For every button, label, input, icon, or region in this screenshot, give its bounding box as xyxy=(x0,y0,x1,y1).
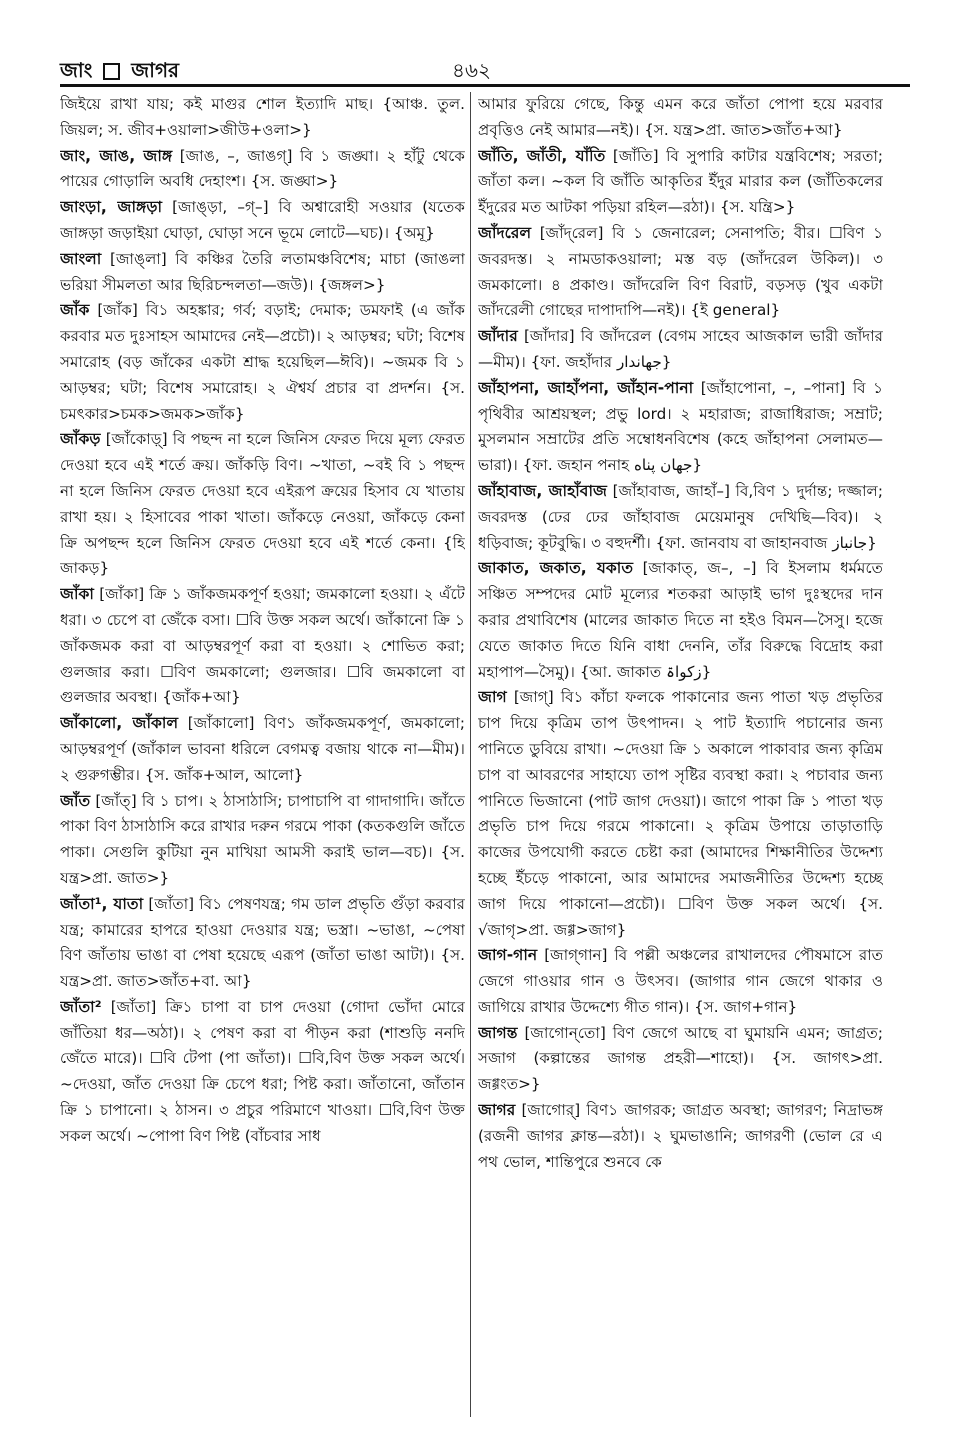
entry-definition: [জাগোন্‌তো] বিণ জেগে আছে বা ঘুমায়নি এমন; জাগ্রত; সজাগ (কল্পান্তের জাগন্ত প্রহরী—শাহো)। {স. জাগৎ>প্রা. জগ্গংত>} xyxy=(478,1023,883,1094)
headword: জাঁহাবাজ, জাহাঁবাজ xyxy=(478,481,607,500)
headword: জাঁতি, জাঁতী, যাঁতি xyxy=(478,146,606,165)
headword: জাং, জাঙ, জাঙ্গ xyxy=(60,146,173,165)
header-rule xyxy=(60,84,910,87)
entry-definition: আমার ফুরিয়ে গেছে, কিন্তু এমন করে জাঁতা পোপা হয়ে মরবার প্রবৃত্তিও নেই আমার—নই)। {স. যন্ত্র>প্রা. জাত>জাঁত+আ} xyxy=(478,95,883,139)
dictionary-entry xyxy=(478,144,883,221)
dictionary-entry xyxy=(60,247,465,299)
entry-definition: [জাঁতি] বি সুপারি কাটার যন্ত্রবিশেষ; সরতা; জাঁতা কল। ~কল বি জাঁতি আকৃতির ইঁদুর মারার কল (জাঁতিকলের ইঁদুরের মত আটকা পড়িয়া রহিল—রঠা)। {স. যন্ত্রি>} xyxy=(478,146,883,217)
headword: জাংলা xyxy=(60,249,102,268)
dictionary-entry xyxy=(478,376,883,479)
right-column xyxy=(478,92,883,1417)
entry-definition: [জাঙ্‌লা] বি কঞ্চির তৈরি লতামঞ্চবিশেষ; মাচা (জাঙলা ভরিয়া সীমলতা আর ছিরিচন্দলতা—জউ)। {জঙ্গল>} xyxy=(60,249,465,294)
headword: জাঁতা² xyxy=(60,997,102,1016)
dictionary-entry xyxy=(478,685,883,943)
headword: জাঁকালো, জাঁকাল xyxy=(60,714,179,733)
entry-definition: [জাগ্‌গান] বি পল্লী অঞ্চলের রাখালদের পৌষমাসে রাত জেগে গাওয়ার গান ও উৎসব। (জাগার গান জেগে থাকার ও জাগিয়ে রাখার উদ্দেশ্যে গীত গান)। {স. জাগ+গান} xyxy=(478,946,883,1016)
entry-definition: [জাঁতা] বি১ পেষণযন্ত্র; গম ডাল প্রভৃতি গুঁড়া করবার যন্ত্র; কামারের হাপরে হাওয়া দেওয়ার যন্ত্র; ভস্ত্রা। ~ভাঙা, ~পেষা বিণ জাঁতায় ভাঙা বা পেষা হয়েছে এরূপ (জাঁতা ভাঙা আটা)। {স. যন্ত্র>প্রা. জাত>জাঁত+বা. আ} xyxy=(60,894,465,991)
dictionary-entry xyxy=(478,479,883,556)
headword: জাঁতা¹, যাতা xyxy=(60,894,144,913)
dictionary-entry xyxy=(60,711,465,788)
entry-definition: [জাঙ্‌ড়া, –গ্–] বি অশ্বারোহী সওয়ার (যতেক জাঙ্গড়া জড়াইয়া ঘোড়া, ঘোড়া সনে ভূমে লোটে—ঘচ)। {অমূ} xyxy=(60,198,465,242)
dictionary-entry xyxy=(60,144,465,196)
dictionary-entry xyxy=(60,789,465,892)
entry-definition: [জাগোর্] বিণ১ জাগরক; জাগ্রত অবস্থা; জাগরণ; নিদ্রাভঙ্গ (রজনী জাগর ক্লান্ত—রঠা)। ২ ঘুমভাঙানি; জাগরণী (ভোল রে এ পথ ভোল, শান্তিপুরে শুনবে কে xyxy=(478,1101,883,1171)
entry-definition: [জাঁকা] ক্রি ১ জাঁকজমকপূর্ণ হওয়া; জমকালো হওয়া। ২ এঁটে ধরা। ৩ চেপে বা জেঁকে বসা। ☐বি উক্ত সকল অর্থে। জাঁকানো ক্রি ১ জাঁকজমক করা বা আড়ম্বরপূর্ণ করা বা হওয়া। ২ শোভিত করা; গুলজার করা। ☐বিণ জমকালো; গুলজার। ☐বি জমকালো বা গুলজার অবস্থা। {জাঁক+আ} xyxy=(60,585,465,707)
separator-box-icon xyxy=(103,63,120,80)
guide-word-last: জাগর xyxy=(131,58,180,82)
dictionary-entry xyxy=(478,556,883,685)
entry-definition: [জাঁত্] বি ১ চাপ। ২ ঠাসাঠাসি; চাপাচাপি বা গাদাগাদি। জাঁতে পাকা বিণ ঠাসাঠাসি করে রাখার দরুন গরমে পাকা (কতকগুলি জাঁতে পাকা। সেগুলি কুটিয়া নুন মাখিয়া আমসী করাই ভাল—বচ)। {স. যন্ত্র>প্রা. জাত>} xyxy=(60,791,465,887)
dictionary-entry xyxy=(478,1098,883,1175)
dictionary-entry xyxy=(478,324,883,376)
left-column xyxy=(60,92,465,1417)
headword: জাঁকা xyxy=(60,585,94,604)
entry-definition: [জাঁকোড়্] বি পছন্দ না হলে জিনিস ফেরত দিয়ে মূল্য ফেরত দেওয়া হবে এই শর্তে ক্রয়। জাঁকড়ি বিণ। ~খাতা, ~বই বি ১ পছন্দ না হলে জিনিস ফেরত দেওয়া হবে এইরূপ ক্রয়ের হিসাব যে খাতায় রাখা হয়। ২ হিসাবের পাকা খাতা। জাঁকড়ে নেওয়া, জাঁকড়ে কেনা ক্রি অপছন্দ হলে জিনিস ফেরত দেওয়া হবে এই শর্তে কেনা। {হি জাকড়} xyxy=(60,430,465,578)
headword: জাংড়া, জাঙ্গড়া xyxy=(60,198,162,217)
dictionary-entry xyxy=(478,92,883,144)
dictionary-entry xyxy=(60,92,465,144)
page-number: ৪৬২ xyxy=(452,58,491,82)
headword: জাকাত, জকাত, যকাত xyxy=(478,559,634,578)
column-divider xyxy=(470,92,471,1417)
headword: জাঁদরেল xyxy=(478,223,532,242)
dictionary-entry xyxy=(60,892,465,995)
dictionary-entry xyxy=(478,1021,883,1098)
headword: জাঁদার xyxy=(478,327,518,346)
entry-definition: [জাঁহাপোনা, –, –পানা] বি ১ পৃথিবীর আশ্রয়স্থল; প্রভু lord। ২ মহারাজ; রাজাধিরাজ; সম্রাট; মুসলমান সম্রাটের প্রতি সম্বোধনবিশেষ (কহে জাঁহাপনা সেলামত—ভারা)। {ফা. জহান পনাহ جهان پناه} xyxy=(478,378,883,475)
entry-definition: [জাঁতা] ক্রি১ চাপা বা চাপ দেওয়া (গোদা ভোঁদা মোরে জাঁতিয়া ধর—অঠা)। ২ পেষণ করা বা পীড়ন করা (শাশুড়ি ননদি জেঁতে মারে)। ☐বি টেপা (পা জাঁতা)। ☐বি,বিণ উক্ত সকল অর্থে। ~দেওয়া, জাঁত দেওয়া ক্রি চেপে ধরা; পিষ্ট করা। জাঁতানো, জাঁতান ক্রি ১ চাপানো। ২ ঠাসন। ৩ প্রচুর পরিমাণে খাওয়া। ☐বি,বিণ উক্ত সকল অর্থে। ~পোপা বিণ পিষ্ট (বাঁচবার সাধ xyxy=(60,997,465,1145)
headword: জাঁক xyxy=(60,301,90,320)
dictionary-entry xyxy=(60,995,465,1150)
entry-definition: [জাঙ, –, জাঙগ্] বি ১ জঙ্ঘা। ২ হাঁটু থেকে পায়ের গোড়ালি অবধি দেহাংশ। {স. জঙ্ঘা>} xyxy=(60,146,465,191)
page-header xyxy=(60,50,910,84)
guide-word-first: জাং xyxy=(60,58,93,82)
entry-definition: [জাঁদার] বি জাঁদরেল (বেগম সাহেব আজকাল ভারী জাঁদার—মীম)। {ফা. জহাঁদার جهاندار} xyxy=(478,327,883,371)
headword: জাঁহাপনা, জাহাঁপনা, জাঁহান-পানা xyxy=(478,378,694,397)
entry-definition: [জাঁদ্‌রেল] বি ১ জেনারেল; সেনাপতি; বীর। ☐বিণ ১ জবরদস্ত। ২ নামডাকওয়ালা; মস্ত বড় (জাঁদরেল উকিল)। ৩ জমকালো। ৪ প্রকাণ্ড। জাঁদরেলি বিণ বিরাট, বড়সড় (খুব একটা জাঁদরেলী গোছের দাপাদাপি—নই)। {ই general} xyxy=(478,223,883,320)
headword: জাগ xyxy=(478,688,507,707)
headword: জাগন্ত xyxy=(478,1023,518,1042)
entry-definition: [জাঁহাবাজ, জাহাঁ–] বি,বিণ ১ দুর্দান্ত; দজ্জাল; জবরদস্ত (ঢের ঢের জাঁহাবাজ মেয়েমানুষ দেখিছি—বিব)। ২ ধড়িবাজ; কূটবুদ্ধি। ৩ বহুদর্শী। {ফা. জানবায বা জাহানবাজ جانباز} xyxy=(478,481,883,552)
entry-definition: জিইয়ে রাখা যায়; কই মাগুর শোল ইত্যাদি মাছ। {আঞ্চ. তুল. জিয়ল; স. জীব+ওয়ালা>জীউ+ওলা>} xyxy=(60,95,465,139)
entry-definition: [জাকাত্, জ–, –] বি ইসলাম ধর্মমতে সঞ্চিত সম্পদের মোট মূল্যের শতকরা আড়াই ভাগ দুঃস্থদের দান করার প্রথাবিশেষ (মালের জাকাত দিতে না হইও বিমন—সৈসু। হজে যেতে জাকাত দিতে যিনি বাধা দেননি, তাঁর বিরুদ্ধে বিদ্রোহ করা মহাপাপ—সৈমু)। {আ. জাকাত زکواۃ} xyxy=(478,559,883,681)
dictionary-entry xyxy=(60,298,465,427)
entry-definition: [জাঁক] বি১ অহঙ্কার; গর্ব; বড়াই; দেমাক; ডমফাই (এ জাঁক করবার মত দুঃসাহস আমাদের নেই—প্রচৌ)। ২ আড়ম্বর; ঘটা; বিশেষ সমারোহ (বড় জাঁকের একটা শ্রাদ্ধ হয়েছিল—ঈবি)। ~জমক বি ১ আড়ম্বর; ঘটা; বিশেষ সমারোহ। ২ ঐশ্বর্য প্রচার বা প্রদর্শন। {স. চমৎকার>চমক>জমক>জাঁক} xyxy=(60,301,465,423)
dictionary-entry xyxy=(60,427,465,582)
headword: জাগর xyxy=(478,1101,516,1120)
headword: জাঁত xyxy=(60,791,91,810)
headword: জাঁকড় xyxy=(60,430,101,449)
dictionary-entry xyxy=(478,943,883,1020)
entry-definition: [জাগ্] বি১ কাঁচা ফলকে পাকানোর জন্য পাতা খড় প্রভৃতির চাপ দিয়ে কৃত্রিম তাপ উৎপাদন। ২ পাট ইত্যাদি পচানোর জন্য পানিতে ডুবিয়ে রাখা। ~দেওয়া ক্রি ১ অকালে পাকাবার জন্য কৃত্রিম চাপ বা আবরণের সাহায্যে তাপ সৃষ্টির ব্যবস্থা করা। ২ পচাবার জন্য পানিতে ভিজানো (পাট জাগ দেওয়া)। জাগে পাকা ক্রি ১ পাতা খড় প্রভৃতি চাপ দিয়ে গরমে পাকানো। ২ কৃত্রিম উপায়ে তাড়াতাড়ি কাজের উপযোগী করতে চেষ্টা করা (আমাদের শিক্ষানীতির উদ্দেশ্য হচ্ছে ইঁচড়ে পাকানো, আর আমাদের সমাজনীতির উদ্দেশ্য হচ্ছে জাগ দিয়ে পাকানো—প্রচৌ)। ☐বিণ উক্ত সকল অর্থে। {স. √জাগৃ>প্রা. জগ্গ>জাগ} xyxy=(478,688,883,939)
dictionary-entry xyxy=(60,195,465,247)
entry-definition: [জাঁকালো] বিণ১ জাঁকজমকপূর্ণ, জমকালো; আড়ম্বরপূর্ণ (জাঁকাল ভাবনা ধরিলে বেগমত্ব বজায় থাকে না—মীম)। ২ গুরুগম্ভীর। {স. জাঁক+আল, আলো} xyxy=(60,714,465,784)
dictionary-entry xyxy=(60,582,465,711)
headword: জাগ-গান xyxy=(478,946,538,965)
dictionary-entry xyxy=(478,221,883,324)
